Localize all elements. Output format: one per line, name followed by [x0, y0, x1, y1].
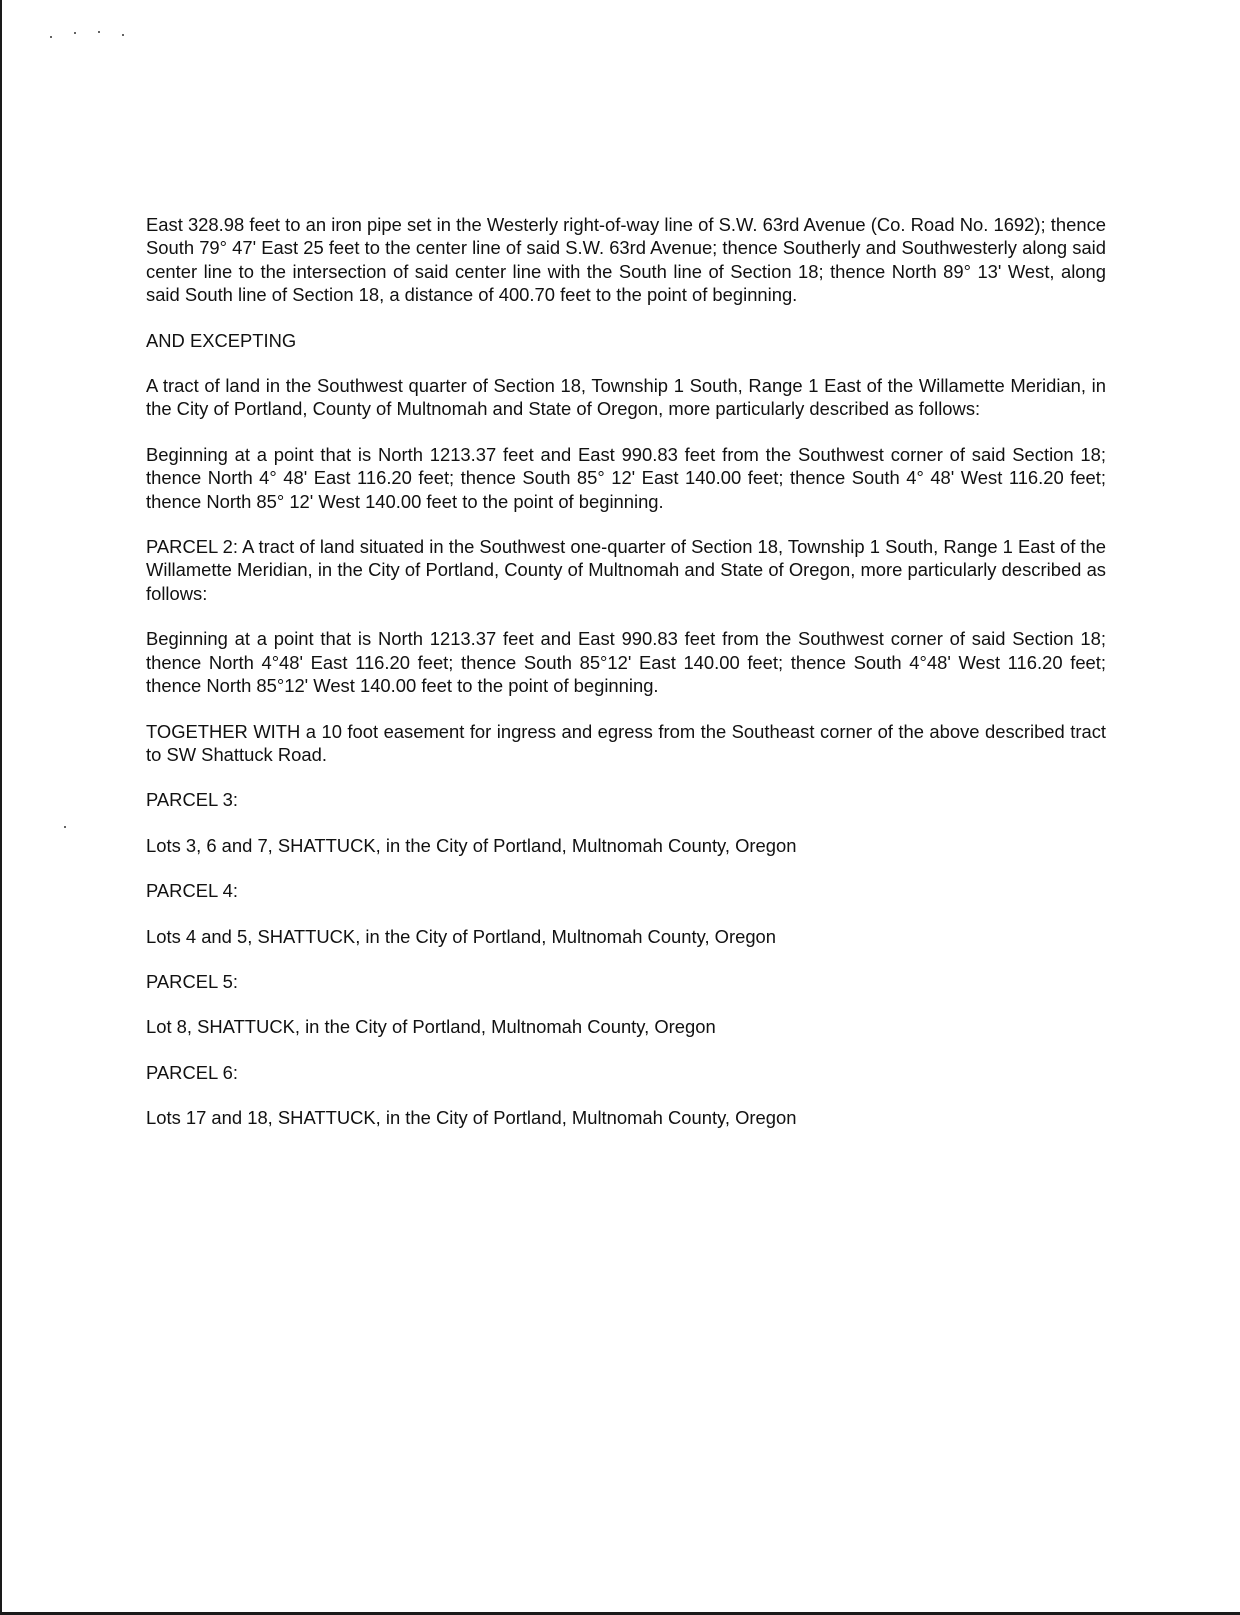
paragraph-tract-description: A tract of land in the Southwest quarter of Section 18, Township 1 South, Range 1 East of the Willamette Meridian, in the City of Portland, County of Multnomah and State of Oregon, more particularly described as follows: [146, 375, 1106, 420]
paragraph-parcel-4-lots: Lots 4 and 5, SHATTUCK, in the City of Portland, Multnomah County, Oregon [146, 925, 777, 947]
scan-speck [74, 32, 76, 34]
scan-speck [122, 34, 124, 36]
heading-parcel-3: PARCEL 3: [146, 789, 238, 811]
scan-speck [50, 36, 52, 38]
document-page [146, 213, 1106, 1152]
paragraph-metes-and-bounds-continuation: East 328.98 feet to an iron pipe set in the Westerly right-of-way line of S.W. 63rd Avenue (Co. Road No. 1692); thence South 79° 47' East 25 feet to the center line of said S.W. 63rd Avenue; thence Southerly and Southwesterly along said center line to the intersection of said center line with the South line of Section 18; thence North 89° 13' West, along said South line of Section 18, a distance of 400.70 feet to the point of beginning. [146, 214, 1106, 306]
scan-speck [64, 826, 66, 828]
paragraph-parcel-6-lots: Lots 17 and 18, SHATTUCK, in the City of Portland, Multnomah County, Oregon [146, 1107, 797, 1129]
paragraph-beginning-point-1: Beginning at a point that is North 1213.37 feet and East 990.83 feet from the Southwest corner of said Section 18; thence North 4° 48' East 116.20 feet; thence South 85° 12' East 140.00 feet; thence South 4° 48' West 116.20 feet; thence North 85° 12' West 140.00 feet to the point of beginning. [146, 443, 1106, 512]
paragraph-easement: TOGETHER WITH a 10 foot easement for ingress and egress from the Southeast corner of the above described tract to SW Shattuck Road. [146, 720, 1106, 765]
paragraph-parcel-3-lots: Lots 3, 6 and 7, SHATTUCK, in the City of Portland, Multnomah County, Oregon [146, 834, 797, 856]
heading-parcel-6: PARCEL 6: [146, 1061, 238, 1083]
paragraph-beginning-point-2: Beginning at a point that is North 1213.37 feet and East 990.83 feet from the Southwest corner of said Section 18; thence North 4°48' East 116.20 feet; thence South 85°12' East 140.00 feet; thence South 4°48' West 116.20 feet; thence North 85°12' West 140.00 feet to the point of beginning. [146, 628, 1106, 697]
heading-parcel-5: PARCEL 5: [146, 970, 238, 992]
heading-parcel-4: PARCEL 4: [146, 880, 238, 902]
paragraph-parcel-2: PARCEL 2: A tract of land situated in the Southwest one-quarter of Section 18, Township 1 South, Range 1 East of the Willamette Meridian, in the City of Portland, County of Multnomah and State of Oregon, more particularly described as follows: [146, 536, 1106, 604]
heading-and-excepting: AND EXCEPTING [146, 329, 297, 351]
paragraph-parcel-5-lots: Lot 8, SHATTUCK, in the City of Portland, Multnomah County, Oregon [146, 1016, 716, 1038]
scan-edge-left [0, 0, 2, 1615]
scan-speck [98, 31, 100, 33]
